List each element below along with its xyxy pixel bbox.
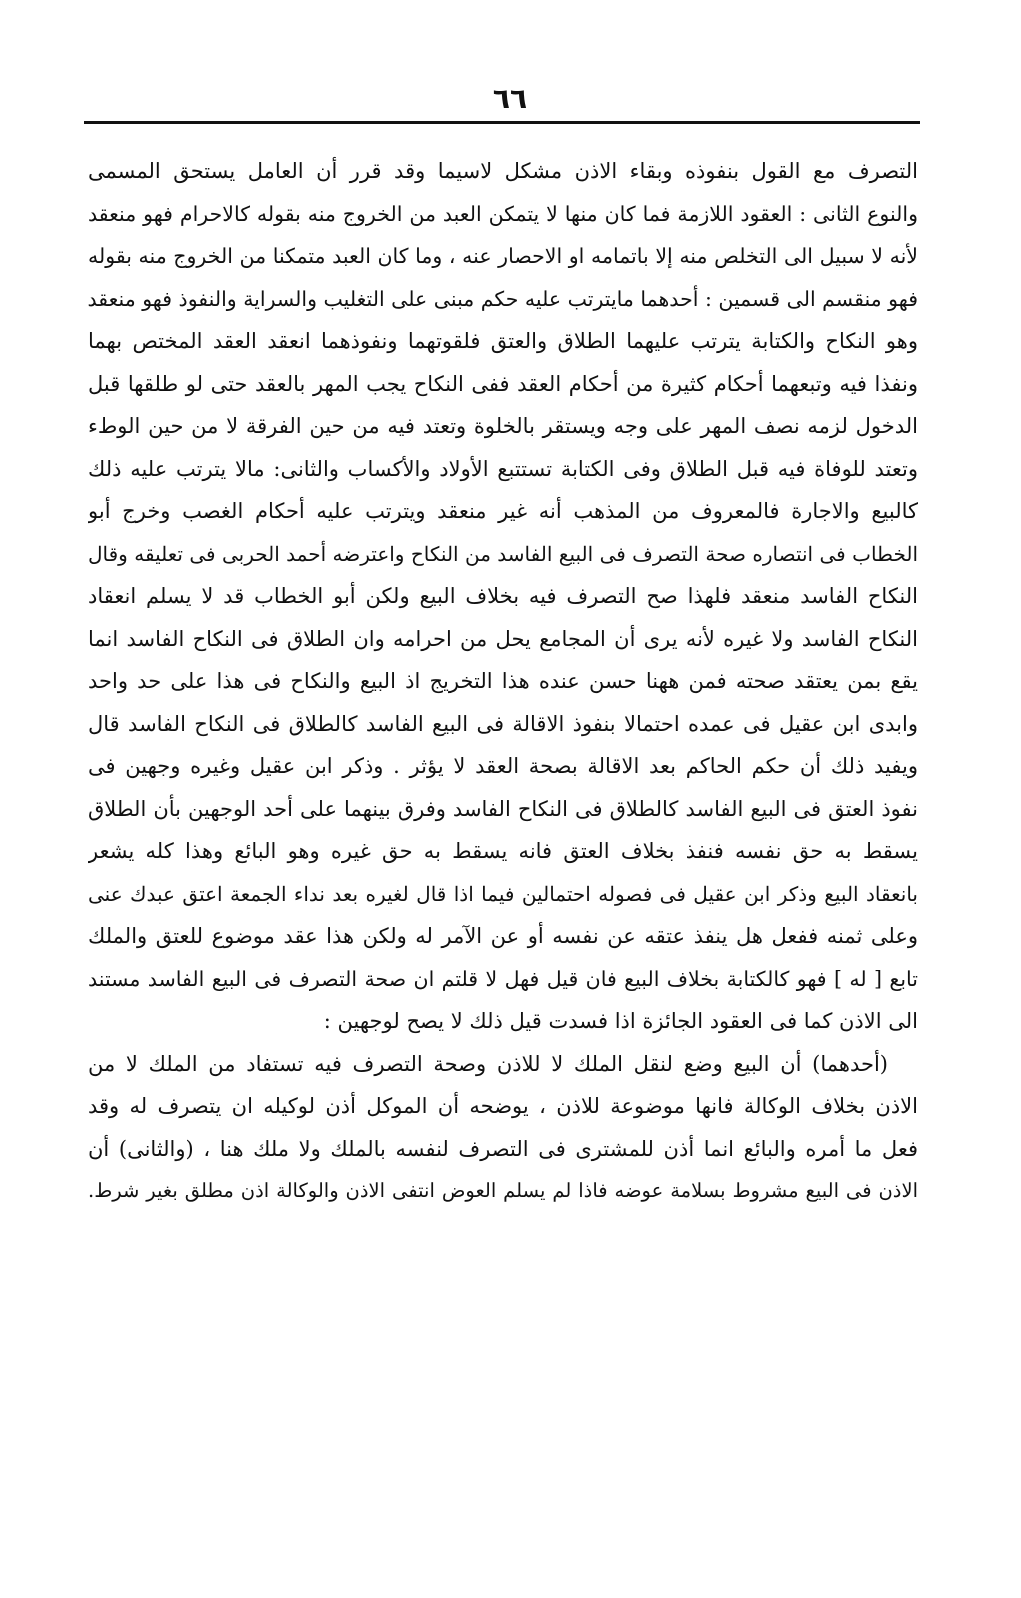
text-line: الخطاب فى انتصاره صحة التصرف فى البيع الفاسد من النكاح واعترضه أحمد الحربى فى تعليقه وقال bbox=[88, 541, 918, 566]
text-line: ويفيد ذلك أن حكم الحاكم بعد الاقالة بصحة العقد لا يؤثر . وذكر ابن عقيل وغيره وجهين فى bbox=[88, 754, 918, 778]
text-line: النكاح الفاسد ولا غيره لأنه يرى أن المجامع يحل من احرامه وان الطلاق فى النكاح الفاسد انما bbox=[88, 626, 918, 651]
text-line: نفوذ العتق فى البيع الفاسد كالطلاق فى النكاح الفاسد وفرق بينهما على أحد الوجهين بأن الطلاق bbox=[88, 796, 918, 821]
text-line: الدخول لزمه نصف المهر على وجه ويستقر بالخلوة وتعتد فيه من حين الفرقة لا من حين الوطء bbox=[88, 414, 918, 438]
text-line: الى الاذن كما فى العقود الجائزة اذا فسدت قيل ذلك لا يصح لوجهين : bbox=[323, 1009, 918, 1033]
text-line: (أحدهما) أن البيع وضع لنقل الملك لا للاذن وصحة التصرف فيه تستفاد من الملك لا من bbox=[88, 1051, 888, 1076]
text-line: ونفذا فيه وتبعهما أحكام كثيرة من أحكام العقد ففى النكاح يجب المهر بالعقد حتى لو طلقها قبل bbox=[88, 371, 918, 396]
header-rule bbox=[84, 121, 920, 124]
text-line: يقع بمن يعتقد صحته فمن ههنا حسن عنده هذا التخريج اذ البيع والنكاح فى هذا على حد واحد bbox=[88, 669, 918, 693]
text-line: فعل ما أمره والبائع انما أذن للمشترى فى التصرف لنفسه بالملك ولا ملك هنا ، (والثانى) أن bbox=[88, 1136, 918, 1161]
text-line: النكاح الفاسد منعقد فلهذا صح التصرف فيه بخلاف البيع ولكن أبو الخطاب قد لا يسلم انعقاد bbox=[88, 584, 918, 608]
text-line: وعلى ثمنه ففعل هل ينفذ عتقه عن نفسه أو عن الآمر له ولكن هذا عقد موضوع للعتق والملك bbox=[88, 924, 918, 948]
text-line: التصرف مع القول بنفوذه وبقاء الاذن مشكل لاسيما وقد قرر أن العامل يستحق المسمى bbox=[88, 159, 918, 183]
text-line: وتعتد للوفاة فيه قبل الطلاق وفى الكتابة تستتبع الأولاد والأكساب والثانى: مالا يترتب عليه ذلك bbox=[88, 456, 918, 481]
text-line: وهو النكاح والكتابة يترتب عليهما الطلاق والعتق فلقوتهما ونفوذهما انعقد العقد المختص بهما bbox=[88, 329, 918, 353]
text-line: وابدى ابن عقيل فى عمده احتمالا بنفوذ الاقالة فى البيع الفاسد كالطلاق فى النكاح الفاسد قال bbox=[88, 711, 918, 736]
text-line: تابع [ له ] فهو كالكتابة بخلاف البيع فان قيل فهل لا قلتم ان صحة التصرف فى البيع الفاسد مستند bbox=[88, 966, 918, 991]
page-number: ٦٦ bbox=[492, 82, 528, 115]
body-text bbox=[88, 150, 918, 1213]
text-line: فهو منقسم الى قسمين : أحدهما مايترتب عليه حكم مبنى على التغليب والسراية والنفوذ فهو منعقد bbox=[88, 286, 918, 311]
text-line: بانعقاد البيع وذكر ابن عقيل فى فصوله احتمالين فيما اذا قال لغيره بعد نداء الجمعة اعتق عبدك عنى bbox=[88, 881, 918, 906]
text-line: الاذن فى البيع مشروط بسلامة عوضه فاذا لم يسلم العوض انتفى الاذن والوكالة اذن مطلق بغير شرط. bbox=[88, 1179, 918, 1202]
text-line: لأنه لا سبيل الى التخلص منه إلا باتمامه او الاحصار عنه ، وما كان العبد متمكنا من الخروج منه بقوله bbox=[88, 244, 918, 268]
text-line: كالبيع والاجارة فالمعروف من المذهب أنه غير منعقد ويترتب عليه أحكام الغصب وخرج أبو bbox=[88, 499, 918, 523]
text-line: الاذن بخلاف الوكالة فانها موضوعة للاذن ، يوضحه أن الموكل أذن لوكيله ان يتصرف له وقد bbox=[88, 1094, 918, 1118]
text-line: والنوع الثانى : العقود اللازمة فما كان منها لا يتمكن العبد من الخروج منه بقوله كالاحرام فهو منعقد bbox=[88, 201, 918, 226]
text-line: يسقط به حق نفسه فنفذ بخلاف العتق فانه يسقط به حق غيره وهو البائع وهذا كله يشعر bbox=[88, 839, 918, 863]
